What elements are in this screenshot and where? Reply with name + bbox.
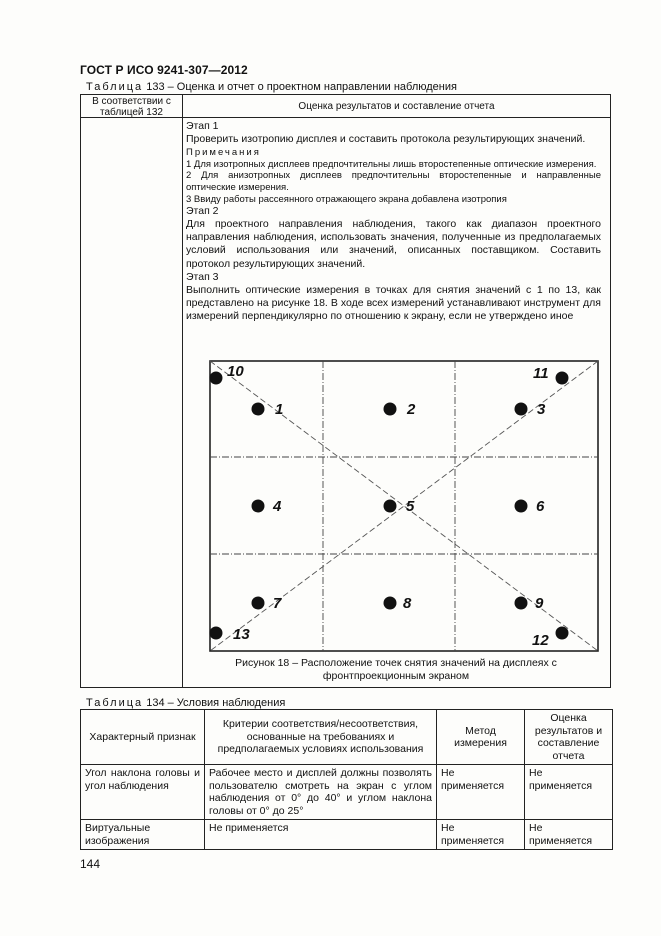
table-133-col1-header: В соответствии с таблицей 132 [80, 94, 183, 118]
stage2-title: Этап 2 [186, 205, 219, 218]
measurement-point-12 [556, 627, 569, 640]
measurement-point-label: 6 [536, 498, 545, 515]
measurement-point-10 [210, 372, 223, 385]
measurement-point-label: 2 [407, 401, 416, 418]
note-3: 3 Ввиду работы рассеянного отражающего экрана добавлена изотропия [186, 193, 507, 205]
table-134-header-cell: Характерный признак [81, 710, 205, 765]
table-133-content [186, 120, 601, 323]
measurement-point-label: 11 [533, 365, 549, 382]
measurement-point-label: 9 [535, 595, 544, 612]
table-133-caption [86, 81, 457, 93]
measurement-points [210, 363, 569, 649]
table-cell: Не применяется [437, 820, 525, 850]
table-134-header-cell: Оценка результатов и составление отчета [525, 710, 613, 765]
note-1: 1 Для изотропных дисплеев предпочтительны лишь второстепенные оптические измерения. [186, 158, 597, 170]
table-cell: Угол наклона головы и угол наблюдения [81, 765, 205, 820]
measurement-point-1 [252, 403, 265, 416]
measurement-point-label: 1 [275, 401, 284, 418]
measurement-point-9 [515, 597, 528, 610]
document-title: ГОСТ Р ИСО 9241-307—2012 [80, 63, 248, 77]
measurement-point-label: 12 [532, 632, 549, 649]
measurement-point-6 [515, 500, 528, 513]
table-cell: Не применяется [525, 765, 613, 820]
stage3-title: Этап 3 [186, 270, 219, 283]
measurement-point-label: 5 [406, 498, 415, 515]
table-133-col2-header: Оценка результатов и составление отчета [182, 94, 611, 118]
measurement-point-label: 4 [273, 498, 282, 515]
table-cell: Не применяется [437, 765, 525, 820]
measurement-point-7 [252, 597, 265, 610]
table-133-col1-body [80, 117, 183, 688]
page-number: 144 [80, 857, 101, 871]
table-134 [80, 709, 613, 850]
stage1-text: Проверить изотропию дисплея и составить протокола результирующих значений. [186, 133, 586, 146]
table-caption-text: 134 – Условия наблюдения [146, 697, 286, 709]
figure-18-caption: Рисунок 18 – Расположение точек снятия значений на дисплеях с фронтпроекционным экраном [235, 657, 557, 682]
table-134-header-cell: Критерии соответствия/несоответствия, основанные на требованиях и предполагаемых условиях использования [205, 710, 437, 765]
table-label: Таблица [86, 697, 144, 709]
measurement-point-11 [556, 372, 569, 385]
measurement-point-label: 7 [273, 595, 282, 612]
table-cell: Рабочее место и дисплей должны позволять пользователю смотреть на экран с углом наблюдения от 0° до 40° и углом наклона головы от 0° до 25° [205, 765, 437, 820]
table-cell: Не применяется [525, 820, 613, 850]
measurement-point-3 [515, 403, 528, 416]
measurement-point-label: 3 [537, 401, 546, 418]
measurement-point-13 [210, 627, 223, 640]
measurement-point-5 [384, 500, 397, 513]
stage2-text: Для проектного направления наблюдения, такого как диапазон проектного направления наблюдения, использовать значения, полученные из предполагаемых условий использования или значений, описанных поставщиком. Составить протокол результирующих значений. [186, 218, 601, 270]
stage1-title: Этап 1 [186, 120, 219, 132]
measurement-point-4 [252, 500, 265, 513]
measurement-point-8 [384, 597, 397, 610]
table-134-header-cell: Метод измерения [437, 710, 525, 765]
measurement-point-label: 10 [227, 363, 244, 380]
stage3-text: Выполнить оптические измерения в точках для снятия значений с 1 по 13, как представлено на рисунке 18. В ходе всех измерений устанавливают инструмент для измерений перпендикулярно по отношению к экрану, если не утверждено иное [186, 283, 601, 322]
table-caption-text: 133 – Оценка и отчет о проектном направлении наблюдения [146, 81, 457, 93]
measurement-point-2 [384, 403, 397, 416]
measurement-point-label: 8 [403, 595, 412, 612]
table-134-caption [86, 697, 285, 709]
notes-title: Примечания [186, 147, 261, 159]
table-label: Таблица [86, 81, 144, 93]
table-134-header-row [81, 710, 613, 765]
table-cell: Не применяется [205, 820, 437, 850]
table-cell: Виртуальные изображения [81, 820, 205, 850]
measurement-point-label: 13 [233, 626, 250, 643]
measurement-points-diagram [209, 360, 599, 652]
table-row [81, 820, 613, 850]
table-row [81, 765, 613, 820]
note-2: 2 Для анизотропных дисплеев предпочтительны второстепенные и направленные оптические измерения. [186, 170, 601, 193]
